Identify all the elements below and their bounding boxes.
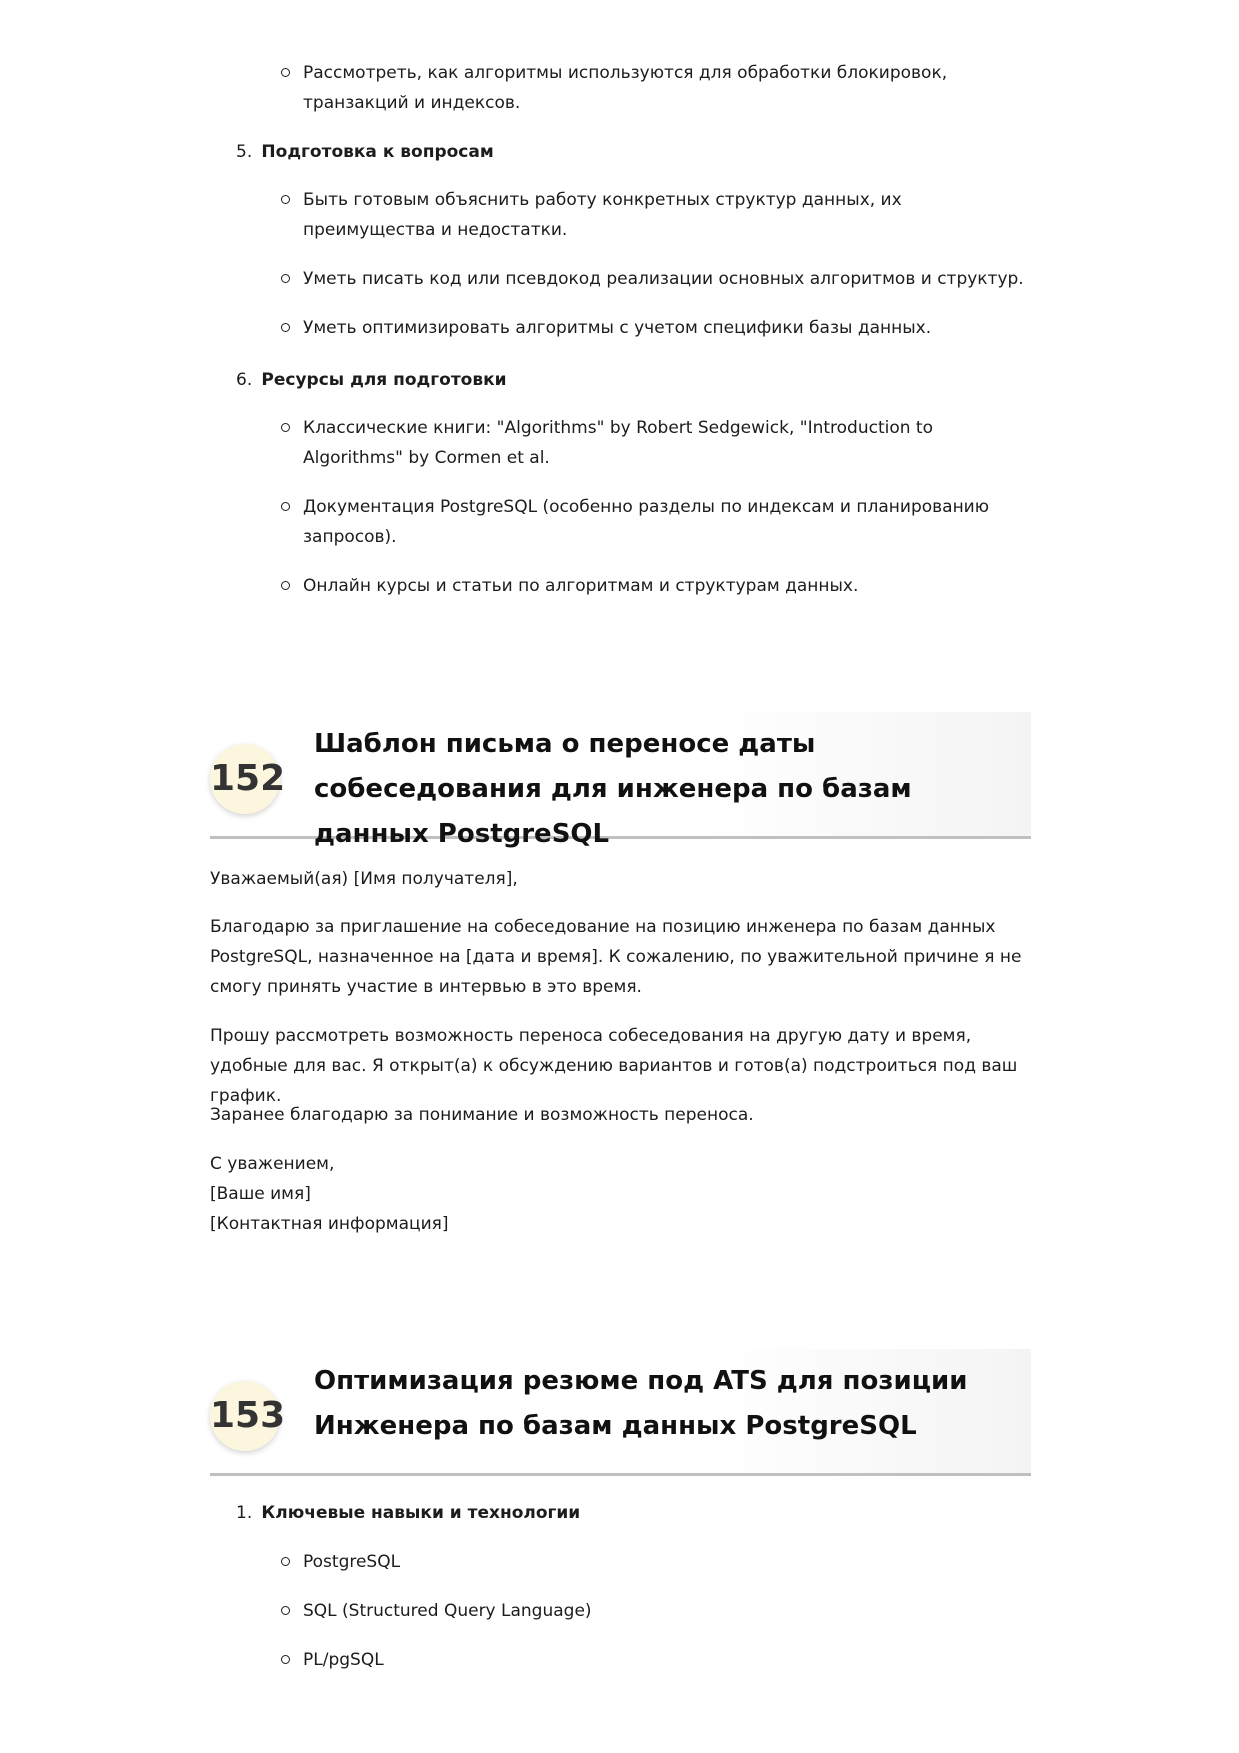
hollow-bullet-icon	[281, 502, 290, 511]
letter-paragraph: Заранее благодарю за понимание и возможность переноса.	[210, 1105, 754, 1125]
item-title: Подготовка к вопросам	[261, 142, 494, 162]
hollow-bullet-icon	[281, 195, 290, 204]
chapter-title: Оптимизация резюме под ATS для позиции Инженера по базам данных PostgreSQL	[314, 1366, 968, 1441]
letter-greeting: Уважаемый(ая) [Имя получателя],	[210, 869, 518, 889]
chapter-153-header	[210, 1349, 1031, 1476]
list-item	[281, 492, 1031, 552]
list-item	[281, 571, 1031, 601]
list-item-text: Уметь оптимизировать алгоритмы с учетом специфики базы данных.	[303, 318, 932, 338]
skills-bullet-list	[281, 1547, 1031, 1675]
numbered-item-1	[236, 1498, 996, 1528]
signature-line: С уважением,	[210, 1154, 335, 1174]
list-item	[281, 413, 1031, 473]
list-item	[281, 1547, 1031, 1577]
list-item-text: Уметь писать код или псевдокод реализации основных алгоритмов и структур.	[303, 269, 1024, 289]
item-number: 5.	[236, 142, 253, 162]
chapter-title: Шаблон письма о переносе даты собеседования для инженера по базам данных PostgreSQL	[314, 729, 912, 849]
hollow-bullet-icon	[281, 1606, 290, 1615]
chapter-number-badge: 152	[210, 744, 280, 814]
hollow-bullet-icon	[281, 323, 290, 332]
list-item-text: SQL (Structured Query Language)	[303, 1601, 592, 1621]
numbered-item-6	[236, 365, 996, 395]
hollow-bullet-icon	[281, 1655, 290, 1664]
item-number: 1.	[236, 1503, 253, 1523]
signature-line: [Ваше имя]	[210, 1184, 311, 1204]
list-item	[281, 1645, 1031, 1675]
list-item-text: Классические книги: "Algorithms" by Robert Sedgewick, "Introduction to Algorithms" by Cormen et al.	[303, 418, 933, 468]
hollow-bullet-icon	[281, 1557, 290, 1566]
letter-paragraph: Благодарю за приглашение на собеседование на позицию инженера по базам данных PostgreSQL, назначенное на [дата и время]. К сожалению, по уважительной причине я не смогу принять участие в интервью в это время.	[210, 917, 1022, 997]
letter-signature	[210, 1149, 1040, 1239]
chapter-152-header	[210, 712, 1031, 849]
hollow-bullet-icon	[281, 68, 290, 77]
letter-paragraph: Прошу рассмотреть возможность переноса собеседования на другую дату и время, удобные для вас. Я открыт(а) к обсуждению вариантов и готов(а) подстроиться под ваш график.	[210, 1026, 1018, 1106]
list-item	[281, 313, 1031, 343]
list-item-text: PostgreSQL	[303, 1552, 401, 1572]
hollow-bullet-icon	[281, 274, 290, 283]
list-item	[281, 58, 1031, 118]
list-item-text: Документация PostgreSQL (особенно разделы по индексам и планированию запросов).	[303, 497, 990, 547]
item-title: Ключевые навыки и технологии	[261, 1503, 581, 1523]
item-number: 6.	[236, 370, 253, 390]
hollow-bullet-icon	[281, 581, 290, 590]
signature-line: [Контактная информация]	[210, 1214, 449, 1234]
item-title: Ресурсы для подготовки	[261, 370, 507, 390]
list-item-text: Быть готовым объяснить работу конкретных структур данных, их преимущества и недостатки.	[303, 190, 902, 240]
list-item	[281, 185, 1031, 245]
list-item-text: PL/pgSQL	[303, 1650, 384, 1670]
section5-bullet-list	[281, 185, 1031, 343]
numbered-item-5	[236, 137, 996, 167]
top-bullet-list	[281, 58, 1031, 118]
list-item	[281, 264, 1031, 294]
section6-bullet-list	[281, 413, 1031, 601]
list-item-text: Рассмотреть, как алгоритмы используются для обработки блокировок, транзакций и индексов.	[303, 63, 948, 113]
list-item	[281, 1596, 1031, 1626]
chapter-number-badge: 153	[210, 1381, 280, 1451]
list-item-text: Онлайн курсы и статьи по алгоритмам и структурам данных.	[303, 576, 859, 596]
hollow-bullet-icon	[281, 423, 290, 432]
